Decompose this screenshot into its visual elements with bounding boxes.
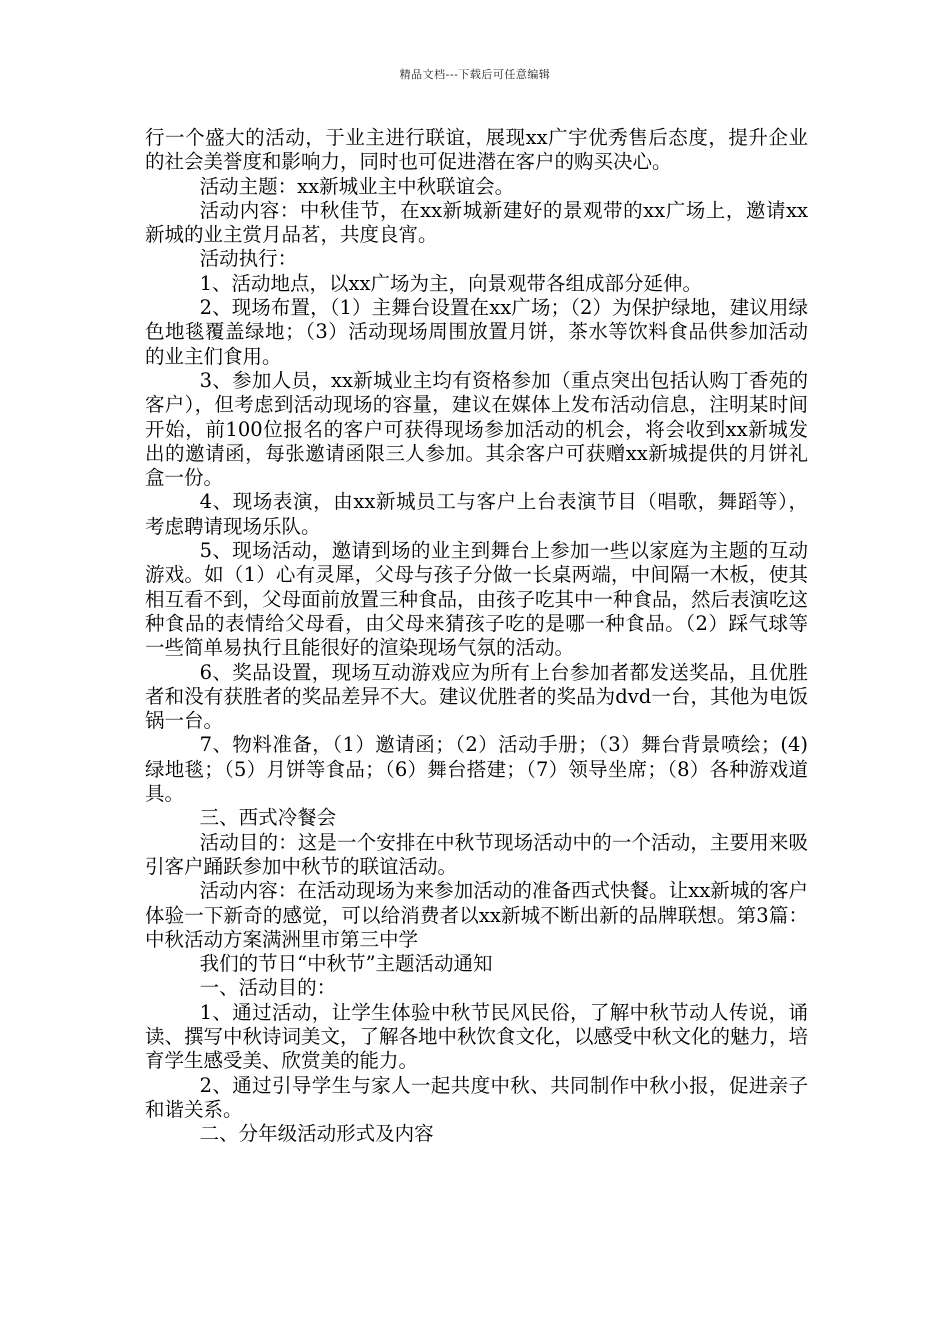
paragraph: 2、现场布置，（1）主舞台设置在xx广场；（2）为保护绿地，建议用绿色地毯覆盖绿地；（3）活动现场周围放置月饼，茶水等饮料食品供参加活动的业主们食用。 [145,296,808,368]
paragraph: 6、奖品设置，现场互动游戏应为所有上台参加者都发送奖品，且优胜者和没有获胜者的奖品差异不大。建议优胜者的奖品为dvd一台，其他为电饭锅一台。 [145,660,808,733]
paragraph: 1、活动地点，以xx广场为主，向景观带各组成部分延伸。 [199,271,702,295]
paragraph: 活动目的：这是一个安排在中秋节现场活动中的一个活动，主要用来吸引客户踊跃参加中秋节的联谊活动。 [145,830,808,878]
section-heading: 一、活动目的： [199,976,337,1000]
paragraph: 活动主题：xx新城业主中秋联谊会。 [199,174,515,198]
document-body [145,126,808,1146]
paragraph: 活动执行： [199,247,298,271]
section-heading: 三、西式冷餐会 [199,806,337,830]
paragraph: 2、通过引导学生与家人一起共度中秋、共同制作中秋小报，促进亲子和谐关系。 [145,1073,808,1121]
paragraph: 行一个盛大的活动，于业主进行联谊，展现xx广宇优秀售后态度，提升企业的社会美誉度和影响力，同时也可促进潜在客户的购买决心。 [145,126,808,174]
paragraph: 活动内容：中秋佳节，在xx新城新建好的景观带的xx广场上，邀请xx新城的业主赏月品茗，共度良宵。 [145,198,808,247]
paragraph: 1、通过活动，让学生体验中秋节民风民俗，了解中秋节动人传说，诵读、撰写中秋诗词美文，了解各地中秋饮食文化，以感受中秋文化的魅力，培育学生感受美、欣赏美的能力。 [145,1000,809,1073]
paragraph: 7、物料准备，（1）邀请函；（2）活动手册；（3）舞台背景喷绘；(4)绿地毯；（5）月饼等食品；（6）舞台搭建；（7）领导坐席；（8）各种游戏道具。 [145,733,808,806]
paragraph: 活动内容：在活动现场为来参加活动的准备西式快餐。让xx新城的客户体验一下新奇的感觉，可以给消费者以xx新城不断出新的品牌联想。第3篇：中秋活动方案满洲里市第三中学 [145,879,808,951]
page-header: 精品文档---下载后可任意编辑 [399,68,551,81]
notice-title: 我们的节日“中秋节”主题活动通知 [199,952,493,976]
section-heading: 二、分年级活动形式及内容 [199,1122,434,1146]
paragraph: 3、参加人员，xx新城业主均有资格参加（重点突出包括认购丁香苑的客户），但考虑到活动现场的容量，建议在媒体上发布活动信息，注明某时间开始，前100位报名的客户可获得现场参加活动的机会，将会收到xx新城发出的邀请函，每张邀请函限三人参加。其余客户可获赠xx新城提供的月饼礼盒一份。 [145,368,808,490]
paragraph: 5、现场活动，邀请到场的业主到舞台上参加一些以家庭为主题的互动游戏。如（1）心有灵犀，父母与孩子分做一长桌两端，中间隔一木板，使其相互看不到，父母面前放置三种食品，由孩子吃其中一种食品，然后表演吃这种食品的表情给父母看，由父母来猜孩子吃的是哪一种食品。（2）踩气球等一些简单易执行且能很好的渲染现场气氛的活动。 [145,539,809,660]
paragraph: 4、现场表演，由xx新城员工与客户上台表演节目（唱歌，舞蹈等），考虑聘请现场乐队。 [145,490,808,538]
